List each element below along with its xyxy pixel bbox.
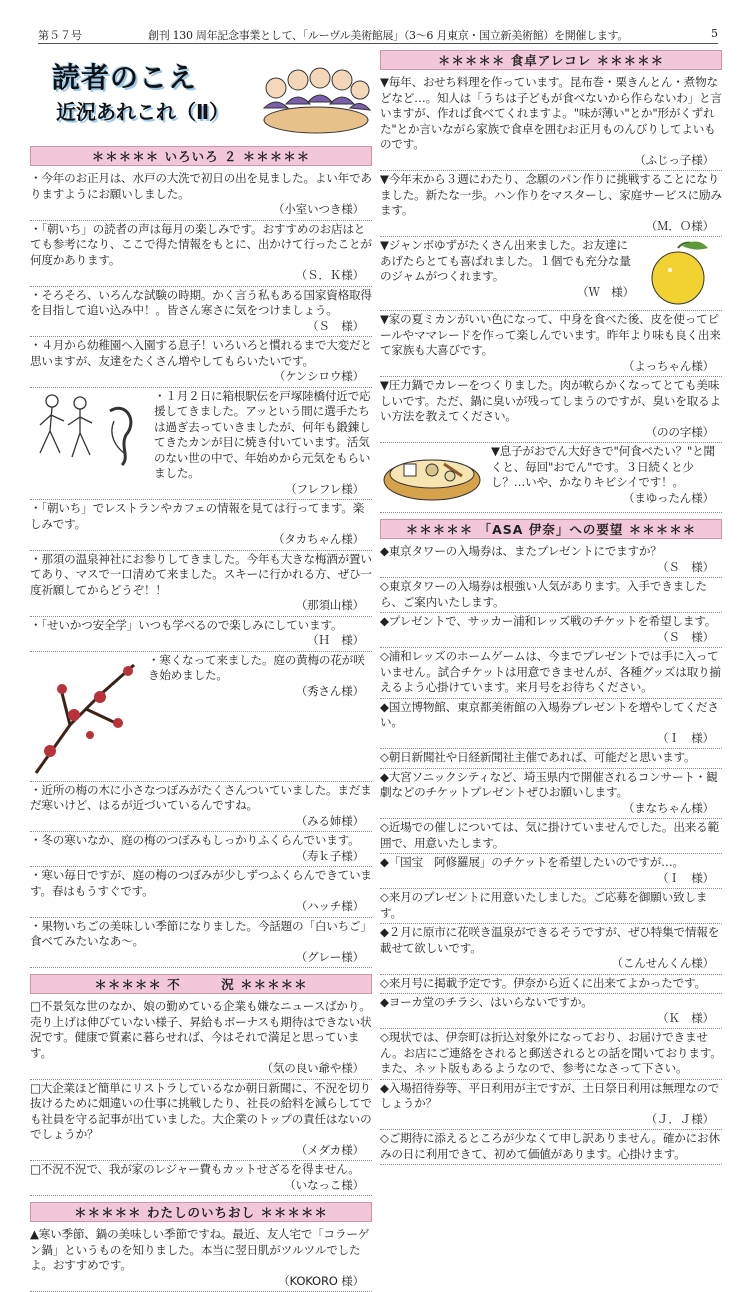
item-signature: （気の良い爺や様） — [261, 1061, 364, 1075]
page-title: 読者のこえ — [52, 61, 198, 94]
item-text: ◇現状では、伊奈町は折込対象外になっており、お届けできません。お店にご連絡をされると郵送されるとの話を聞いております。また、ネット版もあるようなので、参考になさって下さい。 — [380, 1030, 722, 1075]
yobo-list — [380, 543, 722, 1165]
plum-blossom-illustration-icon — [30, 655, 142, 777]
item-signature: （こんせんくん様） — [611, 956, 714, 970]
item-signature: （Ｓ 様） — [307, 318, 364, 333]
section-heading-iroiro: ＊＊＊＊＊ いろいろ ２ ＊＊＊＊＊ — [30, 146, 372, 166]
item-text: ◇ご期待に添えるところが少なくて申し訳ありません。確かにお休みの日に利用できて、初めて価値があります。心掛けます。 — [380, 1131, 720, 1161]
yuzu-illustration-icon — [638, 238, 718, 308]
item-text: ◆国立博物館、東京都美術館の入場券プレゼントを増やしてください。 — [380, 699, 719, 729]
section-heading-fukyo: ＊＊＊＊＊ 不 況 ＊＊＊＊＊ — [30, 974, 372, 994]
list-item — [380, 543, 722, 578]
item-text: ・冬の寒いなか、庭の梅のつぼみもしっかりふくらんでいます。 — [30, 833, 360, 847]
item-text: ・そろそろ、いろんな試験の時期。かく言う私もある国家資格取得を目指して追い込み中！。皆さん寒さに気をつけましょう。 — [30, 287, 372, 317]
item-text: ・今年のお正月は、水戸の大洗で初日の出を見ました。よい年でありますようにお願いしました。 — [30, 171, 372, 201]
page-subtitle: 近況あれこれ（Ⅱ） — [56, 100, 230, 124]
list-item — [380, 769, 722, 820]
shokutaku-list — [380, 74, 722, 513]
list-item — [30, 170, 372, 221]
item-text: ◆プレゼントで、サッカー浦和レッズ戦のチケットを希望します。 — [380, 614, 717, 628]
section-heading-ichioshi: ＊＊＊＊＊ わたしのいちおし ＊＊＊＊＊ — [30, 1202, 372, 1222]
item-text: ・１月２日に箱根駅伝を戸塚陸橋付近で応援してきました。アッという間に選手たちは過ぎ去っていきましたが、何年も鍛錬してきたカンが目に焼き付いています。活気のない世の中で、年始めから元気をもらいました。 — [154, 388, 371, 480]
list-item — [380, 311, 722, 377]
list-item — [380, 237, 722, 311]
list-item — [30, 388, 372, 501]
item-text: ・寒い毎日ですが、庭の梅のつぼみが少しずつふくらんできています。春はもうすぐです。 — [30, 868, 372, 898]
list-item — [380, 819, 722, 854]
page-header — [38, 24, 718, 44]
item-text: □不景気な世のなか、娘の勤めている企業も嫌なニュースばかり。売り上げは伸びていない様子、昇給もボーナスも期待はできない状況です。健康で質素に暮らせれば、今はそれで満足と思っています。 — [30, 999, 372, 1060]
issue-number: 第５７号 — [38, 29, 82, 42]
section-heading-shokutaku: ＊＊＊＊＊ 食卓アレコレ ＊＊＊＊＊ — [380, 50, 722, 70]
item-text: ・「朝いち」の読者の声は毎月の楽しみです。おすすめのお店はとても参考になり、ここで得た情報をもとに、出かけて行ったことが何度かあります。 — [30, 221, 372, 267]
item-signature: （まゆったん様） — [622, 490, 714, 505]
item-signature: （メダカ様） — [295, 1142, 364, 1157]
item-text: ▲寒い季節、鍋の美味しい季節ですね。最近、友人宅で「コラーゲン鍋」というものを知りました。本当に翌日肌がツルツルでしたよ。おすすめです。 — [30, 1227, 370, 1272]
item-signature: （グレー様） — [295, 949, 364, 964]
item-text: ・寒くなって来ました。庭の黄梅の花が咲き始めました。 — [148, 652, 365, 682]
item-signature: （いなっこ様） — [284, 1177, 364, 1192]
item-signature: （ふじっ子様） — [634, 152, 714, 167]
item-text: ◇東京タワーの入場券は根強い人気があります。入手できましたら、ご案内いたします。 — [380, 579, 707, 609]
item-signature: （秀さん様） — [295, 683, 364, 698]
item-signature: （Ｉ 様） — [657, 870, 714, 885]
iroiro-list — [30, 170, 372, 968]
title-block — [30, 50, 372, 140]
item-signature: （寿ｋ子様） — [295, 848, 364, 863]
item-text: ・果物いちごの美味しい季節になりました。今話題の「白いちご」食べてみたいなあ～。 — [30, 918, 372, 948]
list-item — [30, 221, 372, 287]
list-item — [380, 1029, 722, 1080]
list-item — [30, 1226, 372, 1292]
list-item — [30, 832, 372, 867]
item-text: ▼今年末から３週にわたり、念願のパン作りに挑戦することになりました。新たな一歩。ハン作りをマスターし、家庭サービスに励みます。 — [380, 172, 722, 217]
item-text: ▼ジャンボゆずがたくさん出来ました。お友達にあげたらとても喜ばれました。１個でも充分な量のジャムがつくれます。 — [380, 238, 631, 283]
list-item — [30, 652, 372, 782]
list-item — [380, 1130, 722, 1165]
list-item — [30, 1161, 372, 1196]
item-text: ▼家の夏ミカンがいい色になって、中身を食べた後、皮を使ってピールやママレードを作って楽しんでいます。昨年より味も良く出来て家族も大喜びです。 — [380, 312, 721, 357]
item-text: ◇浦和レッズのホームゲームは、今までプレゼントでは手に入っていません。試合チケットは用意できませんが、各種グッズは取り揃えるよう心掛けています。来月号をお待ちください。 — [380, 649, 721, 694]
list-item — [30, 867, 372, 918]
right-column — [380, 50, 722, 1165]
item-text: □不況不況で、我が家のレジャー費もカットせざるを得ません。 — [30, 1162, 360, 1176]
item-text: ・「朝いち」でレストランやカフェの情報を見ては行ってます。楽しみです。 — [30, 501, 365, 531]
item-text: ▼毎年、おせち料理を作っています。昆布巻・栗きんとん・煮物などなど…。知人は「うちは子どもが食べないから作らないわ」と言いますが、作れば食べてくれますよ。"味が薄い"とか"形がくずれた"とか言いながら家族で食卓を囲むお正月ものんびりしてよいものです。 — [380, 75, 722, 151]
item-signature: （Ｊ．Ｊ様） — [645, 1111, 714, 1126]
item-signature: （Ｓ 様） — [657, 629, 714, 644]
item-text: ◇朝日新聞社や日経新聞社主催であれば、可能だと思います。 — [380, 750, 696, 764]
item-text: ・「せいかつ安全学」いつも学べるので楽しみにしています。 — [30, 617, 343, 632]
item-signature: （那須山様） — [295, 598, 364, 612]
item-text: ◆２月に原市に花咲き温泉ができるそうですが、ぜひ特集で情報を載せて欲しいです。 — [380, 925, 720, 955]
fukyo-list — [30, 998, 372, 1196]
item-text: ・那須の温泉神社にお参りしてきました。今年も大きな梅酒が置いてあり、マスで一口清めて来ました。スキーに行かれる方、ぜひ一度祈願してからどうぞ！！ — [30, 551, 372, 597]
list-item — [30, 500, 372, 551]
page-number: 5 — [711, 27, 718, 40]
list-item — [30, 287, 372, 338]
item-signature: （よっちゃん様） — [622, 358, 714, 373]
list-item — [380, 699, 722, 750]
list-item — [30, 998, 372, 1080]
list-item — [380, 975, 722, 995]
list-item — [30, 1080, 372, 1162]
item-signature: （みる姉様） — [295, 813, 364, 828]
runners-illustration-icon — [30, 391, 148, 471]
list-item — [30, 918, 372, 969]
item-signature: （Ｋ 様） — [657, 1010, 714, 1025]
list-item — [380, 854, 722, 889]
item-text: ・近所の梅の木に小さなつぼみがたくさんついていました。まだまだ寒いけど、はるが近づいているんですね。 — [30, 782, 372, 812]
ichioshi-list — [30, 1226, 372, 1292]
header-notice: 創刊 130 周年記念事業として、「ルーヴル美術館展」（3～6 月東京・国立新美術館）を開催します。 — [148, 29, 629, 42]
left-column — [30, 50, 372, 1292]
item-signature: （のの字様） — [645, 424, 714, 439]
list-item — [380, 648, 722, 699]
item-signature: （タカちゃん様） — [272, 532, 364, 546]
item-text: ・４月から幼稚園へ入園する息子！いろいろと慣れるまで大変だと思いますが、友達をたくさん増やしてもらいたいです。 — [30, 338, 372, 368]
list-item — [380, 994, 722, 1029]
list-item — [380, 578, 722, 613]
item-text: ◆「国宝 阿修羅展」のチケットを希望したいのですが…。 — [380, 855, 684, 869]
item-signature: （Ｈ 様） — [307, 633, 364, 647]
item-signature: （フレフレ様） — [285, 481, 364, 496]
item-signature: （Ｓ．Ｋ様） — [295, 268, 364, 282]
item-text: ◇来月のプレゼントに用意いたしました。ご応募を御願い致します。 — [380, 890, 708, 920]
item-signature: （Ｉ 様） — [657, 730, 714, 745]
family-illustration-icon — [256, 58, 376, 136]
list-item — [380, 1080, 722, 1131]
list-item — [380, 377, 722, 443]
item-text: □大企業ほど簡単にリストラしているなか朝日新聞に、不況を切り抜けるために畑違いの仕事に挑戦したり、社長の給料を減らしてでも社員を守る記事が出ていました。大企業のトップの責任はないのでしょうか？ — [30, 1080, 372, 1141]
list-item — [380, 749, 722, 769]
item-signature: （Ｓ 様） — [657, 559, 714, 574]
item-text: ◆大宮ソニックシティなど、埼玉県内で開催されるコンサート・観劇などのチケットプレゼントぜひお願いします。 — [380, 769, 718, 799]
list-item — [30, 551, 372, 617]
item-text: ◆入場招待券等、平日利用が主ですが、土日祭日利用は無理なのでしょうか？ — [380, 1080, 720, 1110]
item-signature: （ケンシロウ様） — [273, 369, 364, 383]
item-text: ◇近場での催しについては、気に掛けていませんでした。出来る範囲で、用意いたします。 — [380, 820, 719, 850]
section-heading-yobo: ＊＊＊＊＊ 「ASA 伊奈」への要望 ＊＊＊＊＊ — [380, 519, 722, 539]
list-item — [380, 924, 722, 975]
item-signature: （Ｗ 様） — [577, 284, 634, 299]
list-item — [30, 337, 372, 388]
list-item — [380, 613, 722, 648]
item-signature: （KOKORO 様） — [278, 1273, 364, 1288]
list-item — [380, 443, 722, 513]
item-text: ▼息子がおでん大好きで"何食べたい？"と聞くと、毎回"おでん"です。３日続くと少し？…いや、かなりキビシイです！。 — [491, 444, 715, 489]
item-signature: （まなちゃん様） — [622, 800, 714, 815]
list-item — [380, 74, 722, 171]
item-text: ▼圧力鍋でカレーをつくりました。肉が軟らかくなってとても美味しいです。ただ、鍋に臭いが残ってしまうのですが、臭いを取るよい方法を教えてください。 — [380, 378, 721, 423]
item-signature: （Ｍ．Ｏ様） — [645, 218, 714, 233]
item-signature: （小室いつき様） — [272, 202, 364, 216]
item-text: ◆ヨーカ堂のチラシ、はいらないですか。 — [380, 995, 593, 1009]
item-text: ◇来月号に掲載予定です。伊奈から近くに出来てよかったです。 — [380, 975, 706, 990]
list-item — [380, 889, 722, 924]
item-signature: （ハッチ様） — [295, 899, 364, 913]
list-item — [30, 617, 372, 652]
list-item — [380, 171, 722, 237]
item-text: ◆東京タワーの入場券は、またプレゼントにでますか？ — [380, 544, 662, 558]
list-item — [30, 782, 372, 833]
oden-pot-illustration-icon — [380, 446, 485, 508]
